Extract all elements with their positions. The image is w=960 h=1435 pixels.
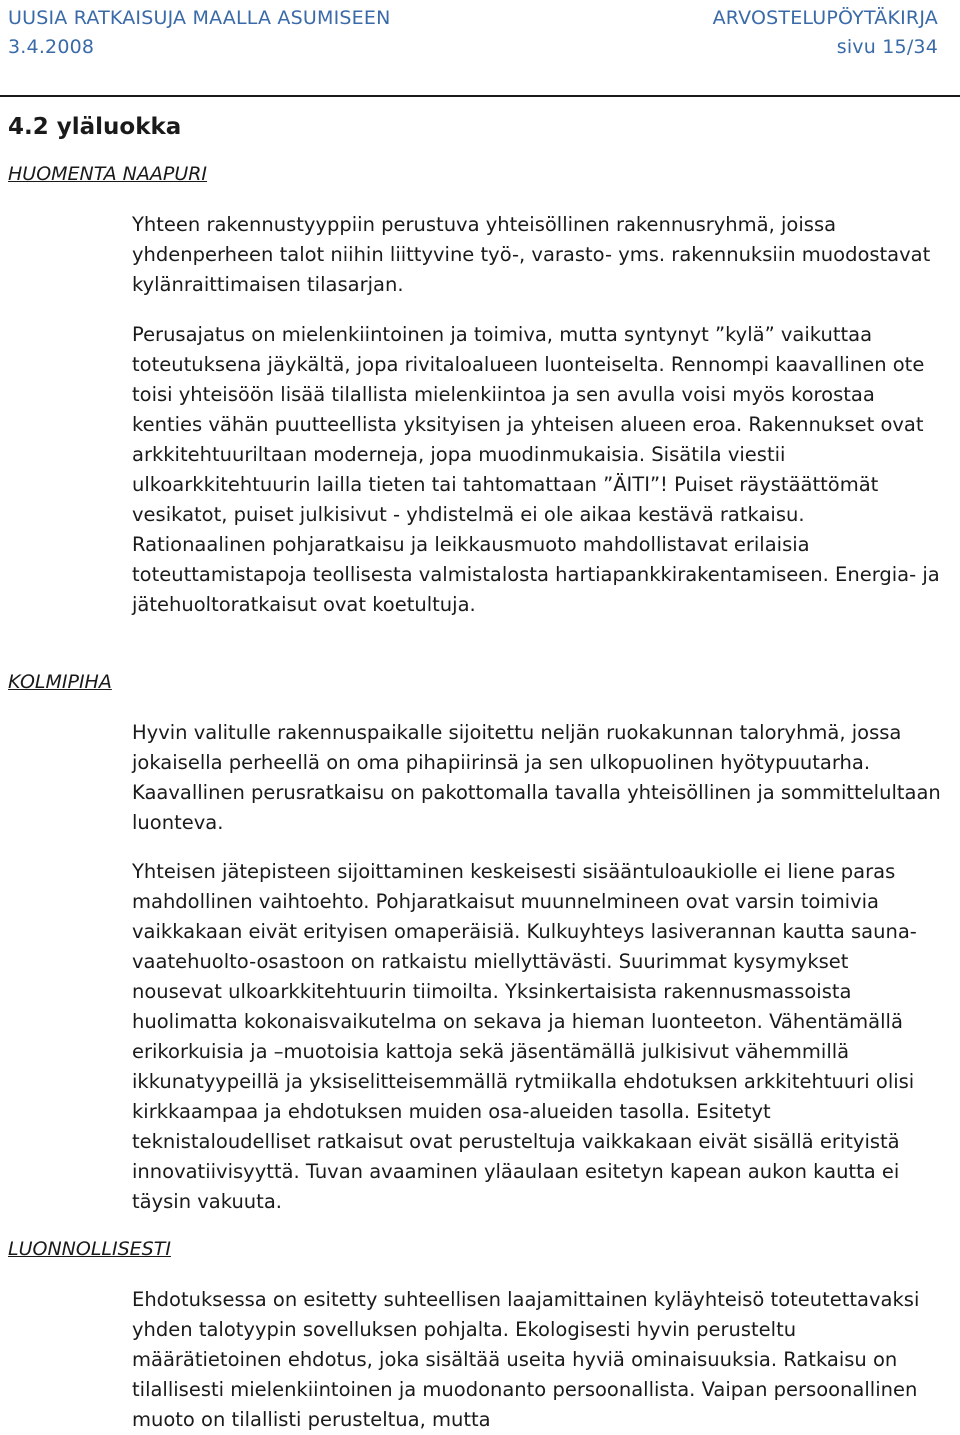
header-divider (0, 95, 960, 97)
page-header (8, 4, 938, 64)
section-heading: 4.2 yläluokka (8, 114, 182, 140)
entry-paragraph: Yhteen rakennustyyppiin perustuva yhteisöllinen rakennusryhmä, joissa yhdenperheen talot niihin liittyvine työ-, varasto- yms. rakennuksiin muodostavat kylänraittimaisen tilasarjan. (132, 213, 931, 296)
document-date: 3.4.2008 (8, 36, 95, 58)
document-title: UUSIA RATKAISUJA MAALLA ASUMISEEN (8, 7, 391, 29)
entry-paragraph: Perusajatus on mielenkiintoinen ja toimiva, mutta syntynyt ”kylä” vaikuttaa toteutuksena jäykältä, jopa rivitaloalueen luonteiselta. Rennompi kaavallinen ote toisi yhteisöön lisää tilallista mielenkiintoa ja sen avulla voisi myös korostaa kenties vähän puutteellista yksityisen ja yhteisen alueen eroa. Rakennukset ovat arkkitehtuuriltaan moderneja, jopa muodinmukaisia. Sisätila viestii ulkoarkkitehtuurin lailla tieten tai tahtomattaan ”ÄITI”! Puiset räystäättömät vesikatot, puiset julkisivut - yhdistelmä ei ole aikaa kestävä ratkaisu. Rationaalinen pohjaratkaisu ja leikkausmuoto mahdollistavat erilaisia toteuttamistapoja teollisesta valmistalosta hartiapankkirakentamiseen. Energia- ja jätehuoltoratkaisut ovat koetultuja. (132, 323, 940, 616)
entry-paragraph: Yhteisen jätepisteen sijoittaminen keskeisesti sisääntuloaukiolle ei liene paras mahdollinen vaihtoehto. Pohjaratkaisut muunnelmineen ovat varsin toimivia vaikkakaan eivät erityisen omaperäisiä. Kulkuyhteys lasiverannan kautta sauna-vaatehuolto-osastoon on ratkaistu miellyttävästi. Suurimmat kysymykset nousevat ulkoarkkitehtuurin tiimoilta. Yksinkertaisista rakennusmassoista huolimatta kokonaisvaikutelma on sekava ja hieman luonteeton. Vähentämällä erikorkuisia ja –muotoisia kattoja sekä jäsentämällä julkisivut vähemmillä ikkunatyypeillä ja yksiselitteisemmällä rytmiikalla ehdotuksen arkkitehtuuri olisi kirkkaampaa ja ehdotuksen muiden osa-alueiden tasolla. Esitetyt teknistaloudelliset ratkaisut ovat perusteltuja vaikkakaan eivät sisällä erityistä innovatiivisyyttä. Tuvan avaaminen yläaulaan esitetyn kapean aukon kautta ei täysin vakuuta. (132, 860, 917, 1213)
entry-paragraph: Ehdotuksessa on esitetty suhteellisen laajamittainen kyläyhteisö toteutettavaksi yhden talotyypin sovelluksen pohjalta. Ekologisesti hyvin perusteltu määrätietoinen ehdotus, joka sisältää useita hyviä ominaisuuksia. Ratkaisu on tilallisesti mielenkiintoinen ja muodonanto persoonallista. Vaipan persoonallinen muoto on tilallisti perusteltua, mutta (132, 1288, 920, 1431)
page-number: sivu 15/34 (836, 36, 938, 58)
entry-paragraph: Hyvin valitulle rakennuspaikalle sijoitettu neljän ruokakunnan taloryhmä, jossa jokaisella perheellä on oma pihapiirinsä ja sen ulkopuolinen hyötypuutarha. Kaavallinen perusratkaisu on pakottomalla tavalla yhteisöllinen ja sommittelultaan luonteva. (132, 721, 941, 834)
entry-label-luonnollisesti: LUONNOLLISESTI (8, 1238, 171, 1260)
entry-label-huomenta-naapuri: HUOMENTA NAAPURI (8, 163, 208, 185)
entry-label-kolmipiha: KOLMIPIHA (8, 671, 112, 693)
document-type: ARVOSTELUPÖYTÄKIRJA (712, 7, 938, 29)
